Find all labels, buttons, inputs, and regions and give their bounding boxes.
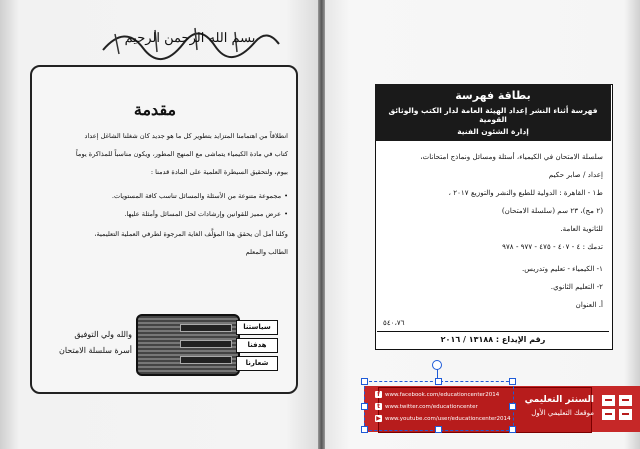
catalog-line: أ. العنوان [575,300,603,309]
book-spine [318,0,325,449]
intro-paragraph-line: كتاب في مادة الكيمياء يتماشى مع المنهج المطور، ويكون مناسباً للمذاكرة يوماً [75,150,288,158]
resize-handle-top[interactable] [435,378,442,385]
catalog-line: ٢- التعليم الثانوي. [550,282,603,291]
tag-goal: هدفنا [236,338,278,353]
tag-policy: سياستنا [236,320,278,335]
catalog-line: ١- الكيمياء - تعليم وتدريس. [521,264,603,273]
youtube-icon: ▶ [376,415,381,422]
intro-bullet: • مجموعة متنوعة من الأسئلة والمسائل تناسب كافة المستويات. [112,192,288,200]
catalog-isbn: تدمك : ٤ - ٤٠٧ - ٤٧٥ - ٩٧٧ - ٩٧٨ [502,242,603,251]
intro-paragraph-line: بيوم، ولتحقيق السيطرة العلمية على المادة قدمنا : [150,168,288,176]
intro-paragraph-line: الطالب والمعلم [245,248,288,256]
resize-handle-top-left[interactable] [361,378,368,385]
twitter-url: www.twitter.com/educationcenter [385,404,478,410]
resize-handle-top-right[interactable] [509,378,516,385]
deposit-number: رقم الإيداع : ١٣١٨٨ / ٢٠١٦ [377,331,609,347]
basmala-calligraphy [95,14,285,62]
catalog-line: (٢ مج)، ٢٣ سم (سلسلة الامتحان) [501,206,603,215]
svg-text:بسم الله الرحمن الرحيم: بسم الله الرحمن الرحيم [124,31,256,46]
intro-bullet: • عرض مميز للقوانين وإرشادات لحل المسائل وأمثلة عليها. [124,210,288,218]
catalog-class-number: ٥٤٠،٧٦ [383,318,405,327]
selection-box[interactable] [364,381,514,431]
catalog-line: إعداد / صابر حكيم [548,170,603,179]
rotate-handle[interactable] [432,360,442,370]
tag-motto: شعارنا [236,356,278,371]
resize-handle-left[interactable] [361,403,368,410]
resize-handle-right[interactable] [509,403,516,410]
resize-handle-bottom[interactable] [435,426,442,433]
catalog-line: ط١ - القاهرة : الدولية للطبع والنشر والتوزيع ٢٠١٧ ، [448,188,603,197]
emblem-image [136,314,240,376]
catalog-line: للثانوية العامة. [560,224,603,233]
facebook-icon: f [375,391,382,398]
catalog-card-department: إدارة الشئون الفنية [457,127,529,136]
closing-text: والله ولي التوفيق [74,330,132,339]
youtube-url: www.youtube.com/user/educationcenter2014 [385,416,511,422]
resize-handle-bottom-right[interactable] [509,426,516,433]
resize-handle-bottom-left[interactable] [361,426,368,433]
intro-paragraph-line: وكلنا أمل أن يحقق هذا المؤلَّف الغاية المرجوة لطرفي العملية التعليمية، [94,230,288,238]
catalog-card-title: بطاقة فهرسة [455,89,531,102]
brand-logo-icon [600,392,634,424]
twitter-icon: t [375,403,382,410]
signature-text: أسرة سلسلة الامتحان [58,346,132,355]
brand-tagline: موقعك التعليمي الأول [531,409,594,417]
facebook-url: www.facebook.com/educationcenter2014 [385,392,500,398]
brand-name: السنتر التعليمي [524,395,594,405]
catalog-card-subtitle: فهرسة أثناء النشر إعداد الهيئة العامة لدار الكتب والوثائق القومية [388,106,598,124]
catalog-line: سلسلة الامتحان في الكيمياء، أسئلة ومسائل ونماذج امتحانات، [420,152,603,161]
page-title: مقدمة [133,100,177,119]
intro-paragraph-line: انطلاقاً من اهتمامنا المتزايد بتطوير كل ما هو جديد كان شغلنا الشاغل إعداد [84,132,288,140]
catalog-card-header [375,84,611,141]
